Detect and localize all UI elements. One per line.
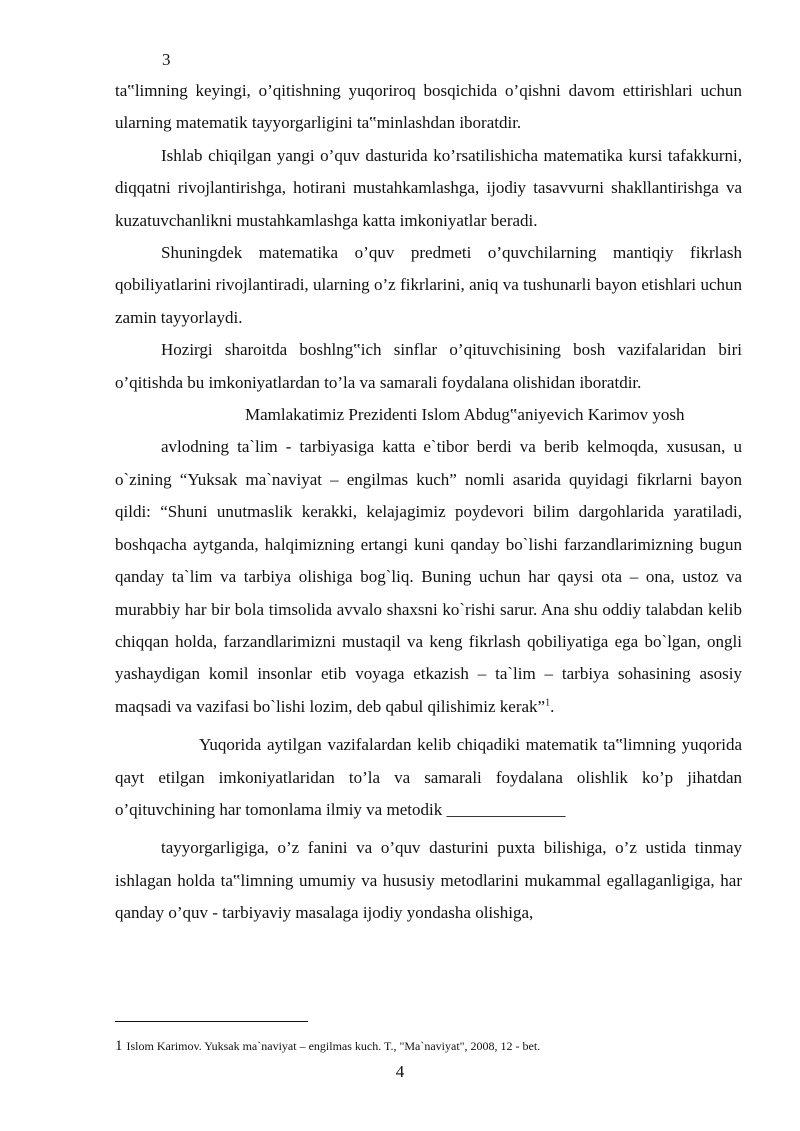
paragraph-quote: avlodning ta`lim - tarbiyasiga katta e`tibor berdi va berib kelmoqda, xususan, u o`zining “Yuksak ma`naviyat – engilmas kuch” nomli asarida quyidagi fikrlarni bayon qildi: “Shuni unutmaslik kerakki, kelajagimiz poydevori bilim dargohlarida yaratiladi, boshqacha aytganda, halqimizning ertangi kuni qanday bo`lishi farzandlarimizning bugun qanday ta`lim va tarbiya olishiga bog`liq. Buning uchun har qaysi ota – ona, ustoz va murabbiy har bir bola timsolida avvalo shaxsni ko`rishi sarur. Ana shu oddiy talabdan kelib chiqqan holda, farzandlarimizni mustaqil va keng fikrlash qobiliyatiga ega bo`lgan, ongli yashaydigan komil insonlar etib voyaga etkazish – ta`lim – tarbiya sohasining asosiy maqsadi va vazifasi bo`lishi lozim, deb qabul qilishimiz kerak”$^1$.	[115, 437, 742, 716]
page-number-top: 3	[162, 50, 171, 69]
footnote-number: 1	[115, 1038, 123, 1054]
paragraph-conclusion: Yuqorida aytilgan vazifalardan kelib chiqadiki matematik ta‟limning yuqorida qayt etilgan imkoniyatlaridan to’la va samarali foydalana olishlik ko’p jihatdan o’qituvchining har tomonlama ilmiy va metodik ______________	[115, 735, 742, 819]
paragraph-preparation: tayyorgarligiga, o’z fanini va o’quv dasturini puxta bilishiga, o’z ustida tinmay ishlagan holda ta‟limning umumiy va hususiy metodlarini mukammal egallaganligiga, har qanday o’quv - tarbiyaviy masalaga ijodiy yondasha olishiga,	[115, 838, 742, 923]
paragraph-teacher-task: Hozirgi sharoitda boshlng‟ich sinflar o’qituvchisining bosh vazifalaridan biri o’qitishda bu imkoniyatlardan to’la va samarali foydalana olishidan iboratdir.	[115, 340, 742, 392]
paragraph-curriculum: Ishlab chiqilgan yangi o’quv dasturida ko’rsatilishicha matematika kursi tafakkurni, diqqatni rivojlantirishga, hotirani mustahkamlashga, ijodiy tasavvurni shakllantirishga va kuzatuvchanlikni mustahkamlashga katta imkoniyatlar beradi.	[115, 145, 742, 230]
page-number-bottom: 4	[395, 1062, 405, 1081]
paragraph-logical-thinking: Shuningdek matematika o’quv predmeti o’quvchilarning mantiqiy fikrlash qobiliyatlarini rivojlantiradi, ularning o’z fikrlarini, aniq va tushunarli bayon etishlari uchun zamin tayyorlaydi.	[115, 243, 742, 327]
paragraph-continuation: ta‟limning keyingi, o’qitishning yuqoriroq bosqichida o’qishni davom ettirishlari uchun ularning matematik tayyorgarligini ta‟minlashdan iboratdir.	[115, 81, 742, 133]
footnote-separator	[115, 1021, 308, 1022]
footnote-reference: 1	[545, 697, 551, 709]
paragraph-president-intro: Mamlakatimiz Prezidenti Islom Abdug‟aniyevich Karimov yosh	[245, 405, 685, 425]
quote-text: avlodning ta`lim - tarbiyasiga katta e`tibor berdi va berib kelmoqda, xususan, u o`zining “Yuksak ma`naviyat – engilmas kuch” nomli asarida quyidagi fikrlarni bayon qildi: “Shuni unutmaslik kerakki, kelajagimiz poydevori bilim dargohlarida yaratiladi, boshqacha aytganda, halqimizning ertangi kuni qanday bo`lishi farzandlarimizning bugun qanday ta`lim va tarbiya olishiga bog`liq. Buning uchun har qaysi ota – ona, ustoz va murabbiy har bir bola timsolida avvalo shaxsni ko`rishi sarur. Ana shu oddiy talabdan kelib chiqqan holda, farzandlarimizni mustaqil va keng fikrlash qobiliyatiga ega bo`lgan, ongli yashaydigan komil insonlar etib voyaga etkazish – ta`lim – tarbiya sohasining asosiy maqsadi va vazifasi bo`lishi lozim, deb qabul qilishimiz kerak”	[115, 437, 742, 716]
body-text	[115, 75, 742, 930]
footnote	[115, 1038, 540, 1055]
footnote-text: Islom Karimov. Yuksak ma`naviyat – engilmas kuch. T., "Ma`naviyat", 2008, 12 - bet.	[126, 1039, 541, 1053]
